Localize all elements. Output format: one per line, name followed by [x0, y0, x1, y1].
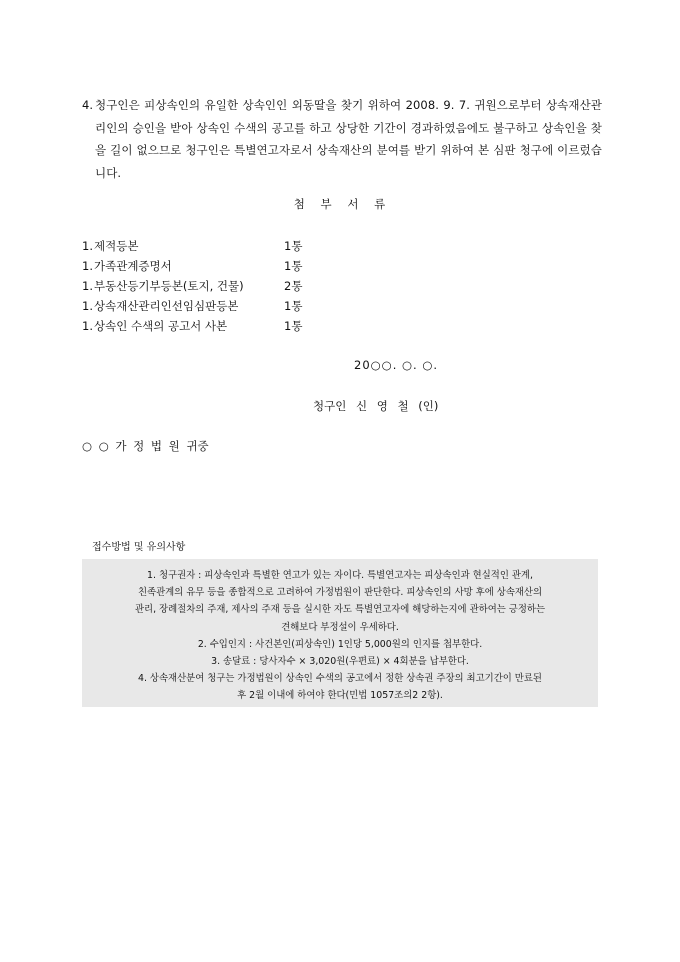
notes-line: 1. 청구권자 : 피상속인과 특별한 연고가 있는 자이다. 특별연고자는 피상속인과 현실적인 관계, — [147, 570, 533, 581]
attachment-item — [82, 236, 342, 256]
notes-line: 친족관계의 유무 등을 종합적으로 고려하여 가정법원이 판단한다. 피상속인의 사망 후에 상속재산의 — [137, 587, 543, 599]
attachment-number: 1. — [82, 279, 93, 293]
attachment-quantity: 1통 — [284, 259, 303, 273]
attachment-number: 1. — [82, 239, 93, 253]
attachment-item — [82, 276, 342, 296]
paragraph-text: 청구인은 피상속인의 유일한 상속인인 외동딸을 찾기 위하여 2008. 9. 7. 귀원으로부터 상속재산관리인의 승인을 받아 상속인 수색의 공고를 하고 상당한 기간이 경과하였음에도 불구하고 상속인을 찾을 길이 없으므로 청구인은 특별연고자로서 상속재산의 분여를 받기 위하여 본 심판 청구에 이르렀습니다. — [95, 98, 602, 180]
notes-line: 2. 수입인지 : 사건본인(피상속인) 1인당 5,000원의 인지를 첩부한다. — [197, 638, 483, 650]
notes-line: 관리, 장례절차의 주재, 제사의 주재 등을 실시한 자도 특별연고자에 해당하는지에 관하여는 긍정하는 — [134, 604, 546, 616]
attachment-title: 부동산등기부등본(토지, 건물) — [94, 279, 244, 293]
notes-line: 견해보다 부정설이 우세하다. — [281, 621, 399, 633]
attachment-quantity: 1통 — [284, 299, 303, 313]
notes-label: 접수방법 및 유의사항 — [92, 542, 186, 553]
attachment-number: 1. — [82, 259, 93, 273]
notes-box — [82, 559, 598, 707]
claimant-signature: 청구인 신 영 철 (인) — [313, 399, 439, 413]
notes-line: 3. 송달료 : 당사자수 × 3,020원(우편료) × 4회분을 납부한다. — [211, 656, 469, 668]
attachment-quantity: 1통 — [284, 319, 303, 333]
attachment-quantity: 1통 — [284, 239, 303, 253]
paragraph-number: 4. — [82, 98, 94, 112]
attachment-title: 가족관계증명서 — [94, 259, 172, 273]
attachments-list — [82, 236, 342, 336]
attachment-quantity: 2통 — [284, 279, 303, 293]
attachment-item — [82, 316, 342, 336]
claim-paragraph — [82, 94, 602, 184]
court-addressee: ○ ○ 가 정 법 원 귀중 — [82, 439, 209, 453]
notes-line: 4. 상속재산분여 청구는 가정법원이 상속인 수색의 공고에서 정한 상속권 주장의 최고기간이 만료된 — [138, 673, 542, 685]
attachment-title: 상속인 수색의 공고서 사본 — [94, 319, 228, 333]
attachment-item — [82, 256, 342, 276]
notes-line: 후 2월 이내에 하여야 한다(민법 1057조의2 2항). — [237, 690, 443, 702]
attachments-title: 첨 부 서 류 — [293, 197, 387, 211]
attachment-item — [82, 296, 342, 316]
filing-date: 20○○. ○. ○. — [354, 358, 439, 372]
attachment-number: 1. — [82, 319, 93, 333]
attachment-title: 제적등본 — [94, 239, 139, 253]
attachment-title: 상속재산관리인선임심판등본 — [94, 299, 239, 313]
attachment-number: 1. — [82, 299, 93, 313]
